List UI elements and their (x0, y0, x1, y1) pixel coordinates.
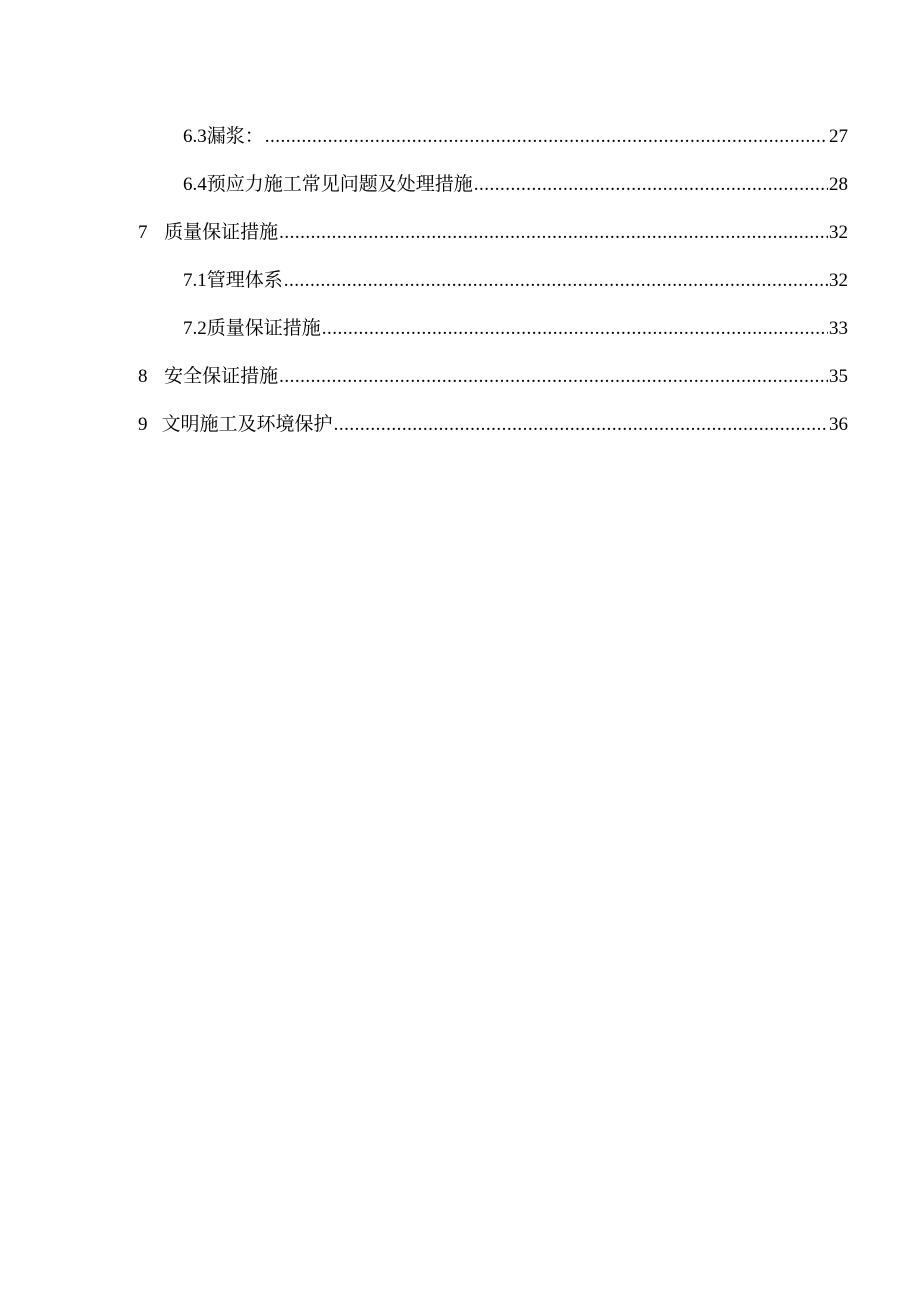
dot-leader (265, 122, 828, 152)
toc-entry-7[interactable] (138, 217, 848, 247)
toc-entry-7-1[interactable] (183, 265, 848, 295)
toc-entry-page: 32 (829, 270, 848, 291)
toc-entry-title: 管理体系 (206, 269, 283, 291)
toc-entry-number: 7.1 (183, 270, 207, 291)
toc-entry-number: 6.4 (183, 174, 207, 195)
dot-leader (334, 410, 828, 440)
toc-entry-page: 32 (829, 222, 848, 243)
toc-entry-title: 漏浆： (206, 125, 264, 147)
toc-entry-page: 36 (829, 414, 848, 435)
toc-entry-title: 安全保证措施 (164, 365, 279, 387)
toc-entry-number: 6.3 (183, 126, 207, 147)
dot-leader (322, 314, 828, 344)
toc-entry-title: 文明施工及环境保护 (161, 413, 333, 435)
dot-leader (279, 218, 828, 248)
toc-entry-number: 7.2 (183, 318, 207, 339)
toc-entry-title: 质量保证措施 (206, 317, 321, 339)
toc-entry-9[interactable] (138, 409, 848, 439)
toc-entry-6-3[interactable] (183, 121, 848, 151)
dot-leader (284, 266, 828, 296)
toc-entry-number: 9 (138, 414, 148, 435)
toc-entry-title: 预应力施工常见问题及处理措施 (206, 173, 473, 195)
toc-entry-page: 27 (829, 126, 848, 147)
toc-entry-page: 28 (829, 174, 848, 195)
toc-entry-8[interactable] (138, 361, 848, 391)
toc-entry-6-4[interactable] (183, 169, 848, 199)
toc-entry-7-2[interactable] (183, 313, 848, 343)
dot-leader (279, 362, 828, 392)
toc-entry-title: 质量保证措施 (164, 221, 279, 243)
dot-leader (474, 170, 828, 200)
toc-entry-page: 33 (829, 318, 848, 339)
toc-entry-page: 35 (829, 366, 848, 387)
toc-entry-number: 8 (138, 366, 148, 387)
toc-entry-number: 7 (138, 222, 148, 243)
